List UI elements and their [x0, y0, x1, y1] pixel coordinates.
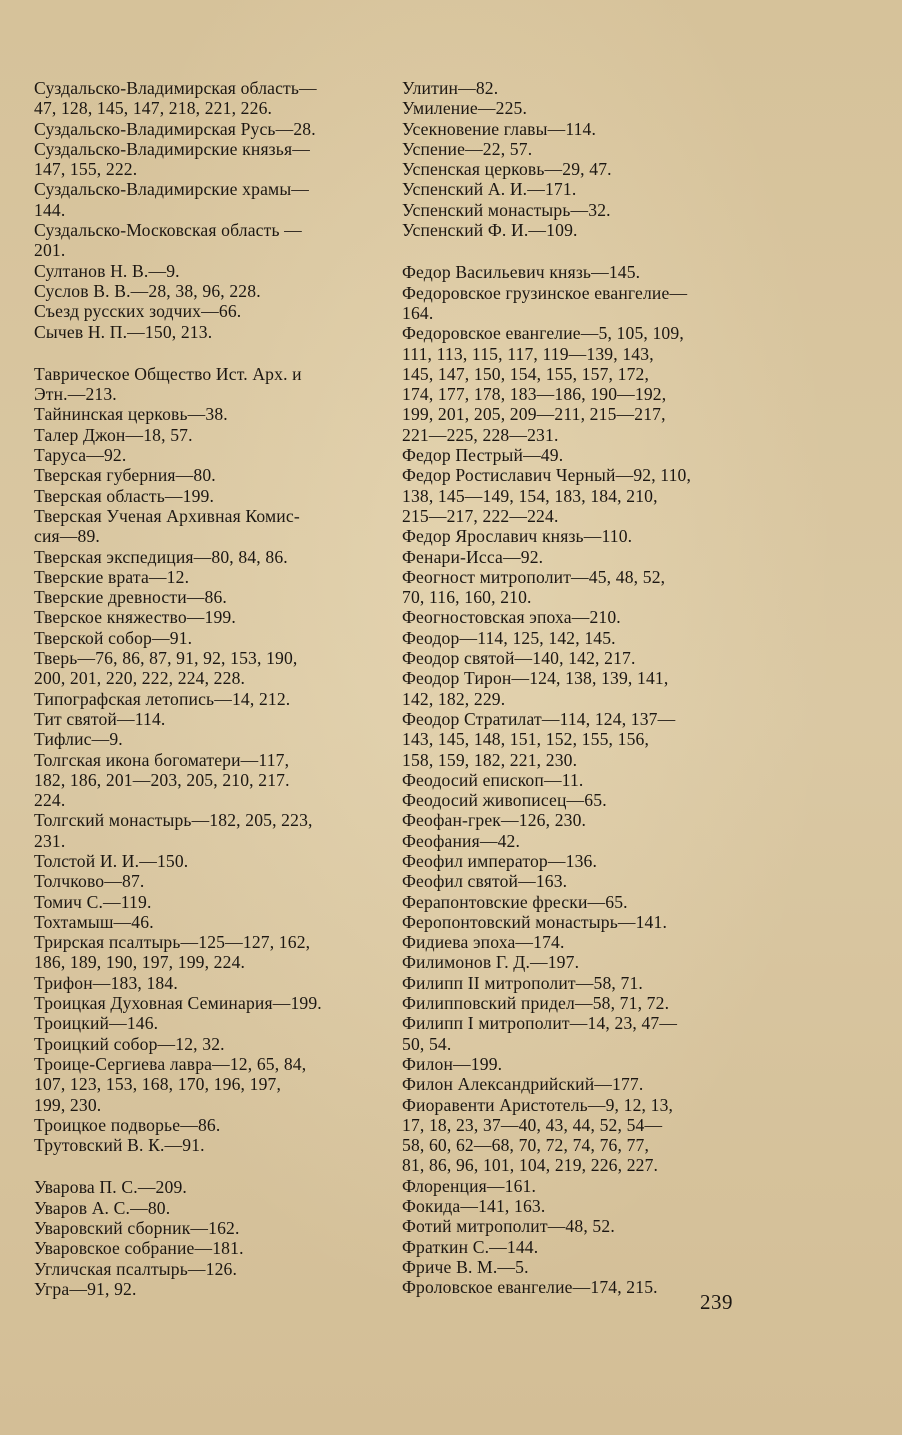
- index-entry-line: Таруса—92.: [34, 445, 127, 466]
- index-entry-line: Федоровское евангелие—5, 105, 109,: [402, 323, 684, 344]
- index-entry: [402, 159, 747, 179]
- index-entry: [34, 78, 374, 119]
- index-entry-line: Ферапонтовские фрески—65.: [402, 891, 628, 912]
- index-entry: [402, 445, 747, 465]
- index-column-left: [34, 78, 374, 1299]
- index-entry: [34, 1135, 374, 1155]
- index-entry-line: Успенский А. И.—171.: [402, 179, 577, 200]
- index-entry-line: Фраткин С.—144.: [402, 1236, 539, 1257]
- index-entry-line: 142, 182, 229.: [402, 688, 506, 709]
- index-entry-line: Успенский Ф. И.—109.: [402, 220, 578, 241]
- index-entry-line: Феофания—42.: [402, 830, 521, 851]
- index-entry-line: Троицкое подворье—86.: [34, 1114, 221, 1135]
- index-entry: [34, 364, 374, 405]
- index-entry-line: Феропонтовский монастырь—141.: [402, 911, 668, 932]
- index-entry: [402, 283, 747, 324]
- index-entry: [402, 1176, 747, 1196]
- index-entry-line: 70, 116, 160, 210.: [402, 587, 532, 608]
- index-entry-line: 174, 177, 178, 183—186, 190—192,: [402, 384, 667, 405]
- index-entry-line: Филон—199.: [402, 1053, 503, 1074]
- index-entry: [34, 912, 374, 932]
- index-entry-line: Троице-Сергиева лавра—12, 65, 84,: [34, 1053, 307, 1074]
- index-entry-line: 107, 123, 153, 168, 170, 196, 197,: [34, 1074, 282, 1095]
- index-entry-line: Феодосий живописец—65.: [402, 790, 607, 811]
- index-entry: [34, 607, 374, 627]
- index-entry-line: Толгская икона богоматери—117,: [34, 749, 290, 770]
- index-entry: [34, 1034, 374, 1054]
- index-entry: [402, 220, 747, 240]
- index-entry-line: 199, 201, 205, 209—211, 215—217,: [402, 404, 666, 425]
- index-entry-line: Федор Ярославич князь—110.: [402, 526, 633, 547]
- index-entry-line: Тверская экспедиция—80, 84, 86.: [34, 546, 288, 567]
- index-entry-line: Феодор святой—140, 142, 217.: [402, 648, 636, 669]
- index-entry-line: 164.: [402, 302, 434, 323]
- section-gap: [34, 1155, 374, 1177]
- index-entry-line: Уваров А. С.—80.: [34, 1197, 171, 1218]
- index-entry-line: Тверской собор—91.: [34, 627, 193, 648]
- index-entry-line: Толстой И. И.—150.: [34, 850, 189, 871]
- index-entry: [34, 689, 374, 709]
- index-entry-line: Феогност митрополит—45, 48, 52,: [402, 566, 666, 587]
- index-entry-line: Суздальско-Владимирские храмы—: [34, 179, 310, 200]
- index-entry-line: Тайнинская церковь—38.: [34, 404, 228, 425]
- index-entry-line: 47, 128, 145, 147, 218, 221, 226.: [34, 98, 273, 119]
- index-entry: [34, 281, 374, 301]
- index-entry-line: Тверские древности—86.: [34, 587, 227, 608]
- index-entry-line: Султанов Н. В.—9.: [34, 260, 180, 281]
- index-entry-line: Трифон—183, 184.: [34, 972, 178, 993]
- index-entry: [402, 871, 747, 891]
- index-entry-line: 221—225, 228—231.: [402, 424, 559, 445]
- index-entry: [402, 119, 747, 139]
- index-entry-line: Сычев Н. П.—150, 213.: [34, 321, 213, 342]
- index-entry-line: Успение—22, 57.: [402, 138, 533, 159]
- index-entry-line: Типографская летопись—14, 212.: [34, 688, 291, 709]
- index-entry-line: Трутовский В. К.—91.: [34, 1135, 205, 1156]
- index-column-right: [402, 78, 747, 1298]
- index-entry: [34, 628, 374, 648]
- index-entry: [34, 445, 374, 465]
- index-entry: [402, 200, 747, 220]
- index-entry-line: Федор Васильевич князь—145.: [402, 262, 641, 283]
- index-entry-line: Угра—91, 92.: [34, 1278, 137, 1299]
- index-entry-line: Филон Александрийский—177.: [402, 1074, 644, 1095]
- index-entry-line: Тверская область—199.: [34, 485, 215, 506]
- index-entry-line: Феофан-грек—126, 230.: [402, 810, 587, 831]
- index-entry: [402, 628, 747, 648]
- index-entry: [402, 547, 747, 567]
- index-entry-line: 186, 189, 190, 197, 199, 224.: [34, 952, 246, 973]
- index-entry-line: Фенари-Исса—92.: [402, 546, 544, 567]
- index-entry: [34, 547, 374, 567]
- index-entry-line: Уварова П. С.—209.: [34, 1177, 187, 1198]
- index-entry-line: Федор Ростиславич Черный—92, 110,: [402, 465, 692, 486]
- index-entry: [402, 465, 747, 526]
- index-entry: [34, 261, 374, 281]
- index-entry: [402, 139, 747, 159]
- index-entry: [34, 1177, 374, 1197]
- index-entry: [402, 810, 747, 830]
- index-entry: [34, 1218, 374, 1238]
- index-entry-line: Тифлис—9.: [34, 729, 123, 750]
- index-entry-line: 81, 86, 96, 101, 104, 219, 226, 227.: [402, 1155, 659, 1176]
- index-entry-line: Улитин—82.: [402, 78, 499, 98]
- index-entry-line: Феодор—114, 125, 142, 145.: [402, 627, 616, 648]
- index-entry-line: Филипповский придел—58, 71, 72.: [402, 993, 670, 1014]
- index-entry-line: 144.: [34, 199, 66, 220]
- index-entry: [34, 729, 374, 749]
- index-entry: [402, 1216, 747, 1236]
- index-entry-line: Суслов В. В.—28, 38, 96, 228.: [34, 280, 261, 301]
- index-entry: [402, 262, 747, 282]
- index-entry-line: Тверские врата—12.: [34, 566, 190, 587]
- index-entry: [34, 425, 374, 445]
- index-entry-line: 201.: [34, 240, 66, 261]
- index-entry: [402, 1237, 747, 1257]
- index-entry-line: 158, 159, 182, 221, 230.: [402, 749, 578, 770]
- index-entry-line: Фотий митрополит—48, 52.: [402, 1216, 615, 1237]
- index-entry-line: Феофил император—136.: [402, 850, 598, 871]
- index-entry-line: Федор Пестрый—49.: [402, 445, 564, 466]
- index-entry-line: Фроловское евангелие—174, 215.: [402, 1277, 658, 1298]
- index-entry-line: сия—89.: [34, 526, 100, 547]
- index-entry: [402, 709, 747, 770]
- index-entry-line: Фиоравенти Аристотель—9, 12, 13,: [402, 1094, 674, 1115]
- index-entry: [402, 993, 747, 1013]
- index-entry-line: Умиление—225.: [402, 98, 528, 119]
- index-entry-line: Толгский монастырь—182, 205, 223,: [34, 810, 313, 831]
- index-entry: [34, 567, 374, 587]
- index-entry: [34, 322, 374, 342]
- index-entry-line: Толчково—87.: [34, 871, 145, 892]
- index-entry: [402, 1013, 747, 1054]
- index-entry: [34, 404, 374, 424]
- index-entry-line: 182, 186, 201—203, 205, 210, 217.: [34, 769, 290, 790]
- index-entry-line: Суздальско-Московская область —: [34, 220, 302, 241]
- index-entry-line: Филимонов Г. Д.—197.: [402, 952, 580, 973]
- index-entry: [34, 119, 374, 139]
- index-entry: [34, 220, 374, 261]
- index-entry: [34, 1279, 374, 1299]
- index-entry: [34, 932, 374, 973]
- index-entry: [34, 648, 374, 689]
- index-entry-line: Тохтамыш—46.: [34, 911, 154, 932]
- index-entry: [402, 932, 747, 952]
- index-entry: [34, 506, 374, 547]
- index-entry: [402, 892, 747, 912]
- index-entry: [402, 1196, 747, 1216]
- index-entry-line: Троицкая Духовная Семинария—199.: [34, 993, 322, 1014]
- index-entry: [402, 668, 747, 709]
- index-entry: [402, 567, 747, 608]
- index-entry: [34, 1054, 374, 1115]
- section-gap: [34, 342, 374, 364]
- index-entry: [34, 810, 374, 851]
- index-entry-line: 138, 145—149, 154, 183, 184, 210,: [402, 485, 658, 506]
- index-entry: [402, 912, 747, 932]
- index-entry: [34, 1238, 374, 1258]
- index-entry-line: Уваровское собрание—181.: [34, 1238, 244, 1259]
- index-entry: [402, 179, 747, 199]
- index-entry-line: Томич С.—119.: [34, 891, 152, 912]
- index-entry: [34, 486, 374, 506]
- index-entry: [34, 587, 374, 607]
- index-entry: [34, 1259, 374, 1279]
- index-entry-line: Феогностовская эпоха—210.: [402, 607, 621, 628]
- index-entry-line: Тверская Ученая Архивная Комис-: [34, 505, 300, 526]
- index-entry-line: Троицкий собор—12, 32.: [34, 1033, 225, 1054]
- index-entry-line: Усекновение главы—114.: [402, 118, 597, 139]
- index-entry-line: Съезд русских зодчих—66.: [34, 301, 242, 322]
- index-entry: [34, 709, 374, 729]
- index-entry: [34, 871, 374, 891]
- index-entry-line: 17, 18, 23, 37—40, 43, 44, 52, 54—: [402, 1114, 663, 1135]
- index-entry: [34, 179, 374, 220]
- index-entry-line: 147, 155, 222.: [34, 159, 138, 180]
- index-entry: [402, 1277, 747, 1297]
- index-entry: [34, 301, 374, 321]
- index-entry-line: Феофил святой—163.: [402, 871, 568, 892]
- index-entry-line: Этн.—213.: [34, 384, 117, 405]
- index-entry-line: Угличская псалтырь—126.: [34, 1258, 238, 1279]
- index-entry-line: Флоренция—161.: [402, 1175, 537, 1196]
- index-entry: [402, 648, 747, 668]
- index-entry-line: Талер Джон—18, 57.: [34, 424, 193, 445]
- index-entry-line: Суздальско-Владимирская Русь—28.: [34, 118, 316, 139]
- index-entry-line: Фокида—141, 163.: [402, 1196, 546, 1217]
- index-entry-line: Филипп I митрополит—14, 23, 47—: [402, 1013, 678, 1034]
- index-entry-line: Фриче В. М.—5.: [402, 1256, 529, 1277]
- index-entry: [402, 1095, 747, 1176]
- index-entry-line: Феодор Стратилат—114, 124, 137—: [402, 708, 676, 729]
- index-entry: [402, 1257, 747, 1277]
- index-entry: [402, 973, 747, 993]
- index-entry-line: 58, 60, 62—68, 70, 72, 74, 76, 77,: [402, 1135, 650, 1156]
- index-entry-line: Успенский монастырь—32.: [402, 199, 611, 220]
- index-entry: [402, 1074, 747, 1094]
- index-entry: [402, 98, 747, 118]
- index-entry-line: Феодор Тирон—124, 138, 139, 141,: [402, 668, 669, 689]
- section-gap: [402, 240, 747, 262]
- index-entry-line: Троицкий—146.: [34, 1013, 159, 1034]
- index-entry-line: Суздальско-Владимирская область—: [34, 78, 317, 98]
- index-entry-line: Уваровский сборник—162.: [34, 1218, 240, 1239]
- index-entry-line: 50, 54.: [402, 1033, 452, 1054]
- index-entry: [34, 973, 374, 993]
- index-entry: [34, 1115, 374, 1135]
- page-number: 239: [700, 1290, 733, 1314]
- index-entry: [402, 851, 747, 871]
- index-entry: [34, 993, 374, 1013]
- index-entry-line: Трирская псалтырь—125—127, 162,: [34, 932, 311, 953]
- index-entry: [402, 323, 747, 445]
- index-entry-line: Тит святой—114.: [34, 708, 166, 729]
- index-entry-line: 215—217, 222—224.: [402, 505, 559, 526]
- index-entry-line: Тверское княжество—199.: [34, 607, 236, 628]
- index-entry-line: 199, 230.: [34, 1094, 102, 1115]
- index-entry: [402, 770, 747, 790]
- index-entry: [402, 526, 747, 546]
- index-entry-line: Таврическое Общество Ист. Арх. и: [34, 363, 302, 384]
- index-entry-line: Тверская губерния—80.: [34, 465, 216, 486]
- index-entry-line: Суздальско-Владимирские князья—: [34, 138, 310, 159]
- index-entry-line: 224.: [34, 790, 66, 811]
- index-entry-line: Федоровское грузинское евангелие—: [402, 282, 688, 303]
- index-entry-line: Феодосий епископ—11.: [402, 769, 584, 790]
- index-entry: [402, 790, 747, 810]
- index-entry: [34, 465, 374, 485]
- index-entry: [402, 1054, 747, 1074]
- index-entry-line: 231.: [34, 830, 66, 851]
- index-entry: [34, 1013, 374, 1033]
- index-entry: [402, 78, 747, 98]
- index-entry-line: 111, 113, 115, 117, 119—139, 143,: [402, 343, 654, 364]
- index-entry-line: Филипп II митрополит—58, 71.: [402, 972, 643, 993]
- index-entry: [402, 607, 747, 627]
- index-entry: [402, 831, 747, 851]
- index-entry-line: 143, 145, 148, 151, 152, 155, 156,: [402, 729, 650, 750]
- index-entry: [34, 750, 374, 811]
- index-entry: [34, 1198, 374, 1218]
- index-entry: [34, 892, 374, 912]
- index-entry: [34, 851, 374, 871]
- index-entry-line: Тверь—76, 86, 87, 91, 92, 153, 190,: [34, 648, 298, 669]
- index-entry-line: Успенская церковь—29, 47.: [402, 159, 612, 180]
- index-entry: [34, 139, 374, 180]
- index-entry-line: 145, 147, 150, 154, 155, 157, 172,: [402, 363, 650, 384]
- index-entry-line: 200, 201, 220, 222, 224, 228.: [34, 668, 246, 689]
- index-entry-line: Фидиева эпоха—174.: [402, 932, 565, 953]
- index-entry: [402, 952, 747, 972]
